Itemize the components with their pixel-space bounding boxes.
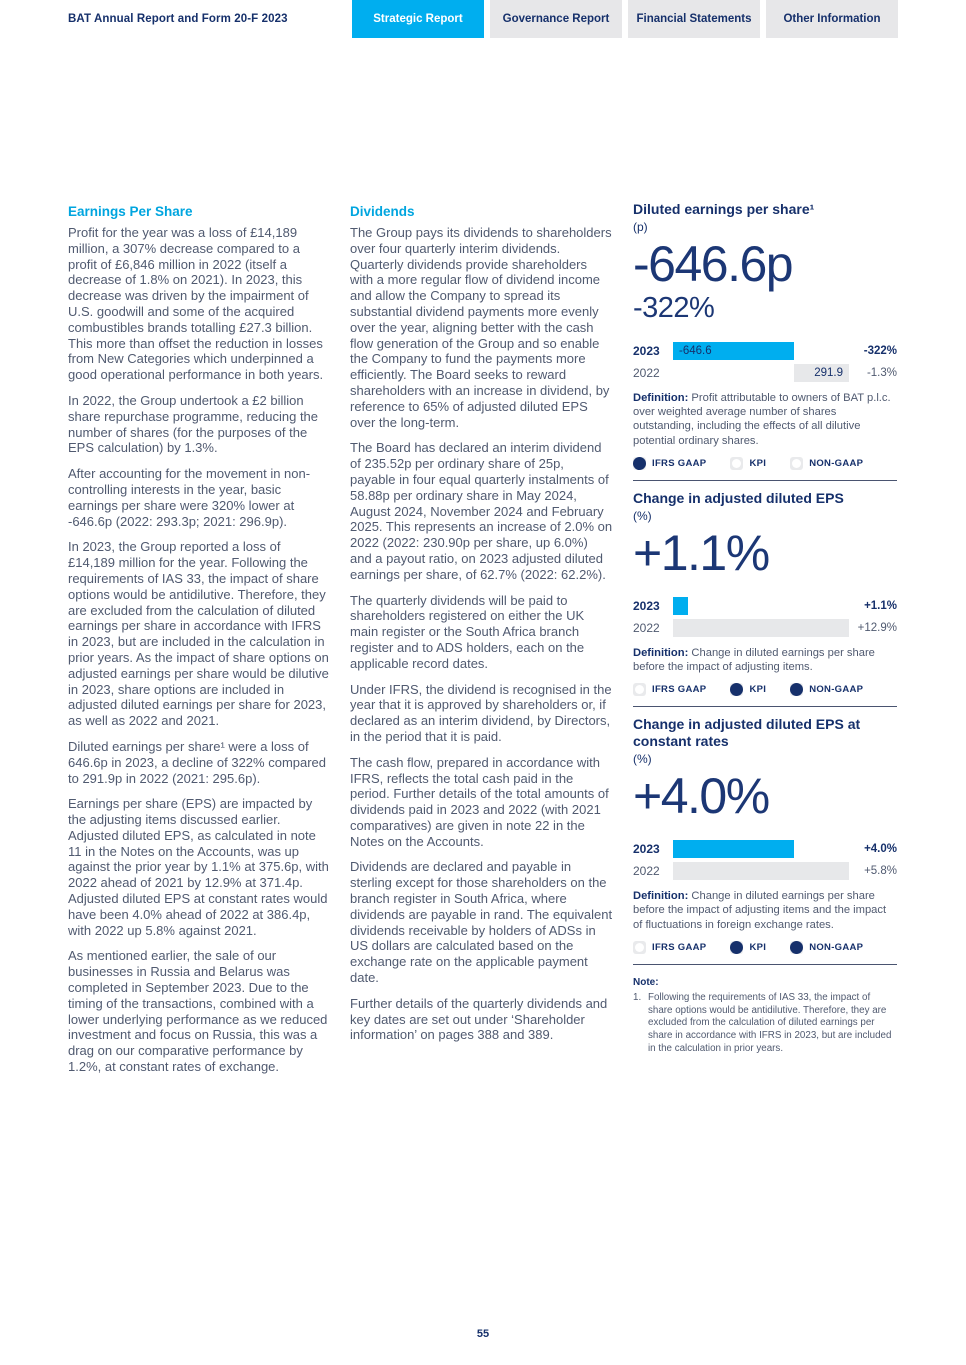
bar-track bbox=[673, 619, 849, 637]
kpi-headline-value: -646.6p bbox=[633, 236, 793, 292]
tag-kpi: KPI bbox=[730, 683, 766, 696]
dividends-paragraph-3: The quarterly dividends will be paid to shareholders registered on either the UK main register or the South Africa branch register and to ADS holders, each on the applicable record dates. bbox=[350, 592, 585, 671]
kpi-definition bbox=[633, 889, 897, 932]
tab-governance-report[interactable]: Governance Report bbox=[490, 0, 622, 38]
page-footer bbox=[0, 1324, 966, 1342]
year-label: 2023 bbox=[633, 598, 660, 613]
eps-paragraph-4: In 2023, the Group reported a loss of £14,189 million for the year. Following the requirements of IAS 33, the impact of share options would be antidilutive. Therefore, they are excluded from the calculation of diluted earnings per share in accordance with IFRS in 2023, but are included in the calculation in prior years. As the impact of share options on adjusted earnings per share would be dilutive in 2023, share options are included in adjusted diluted earnings per share for 2023, as well as 2022 and 2021. bbox=[68, 539, 329, 729]
dividends-paragraph-7: Further details of the quarterly dividends and key dates are set out under ‘Shareholder information’ on pages 388 and 389. bbox=[350, 995, 608, 1043]
section-heading-earnings-per-share: Earnings Per Share bbox=[68, 204, 193, 219]
bar-2022 bbox=[794, 364, 849, 382]
tag-indicator-icon bbox=[633, 941, 646, 954]
kpi-unit: (%) bbox=[633, 508, 652, 523]
bar-track bbox=[673, 597, 849, 615]
page-number: 55 bbox=[476, 1328, 490, 1340]
kpi-unit: (p) bbox=[633, 220, 648, 234]
dividends-paragraph-5: The cash flow, prepared in accordance with IFRS, reflects the total cash paid in the period. Further details of the total amounts of dividends paid in 2023 and 2022 (with 2021 comparatives) are given in note 22 in the Notes on the Accounts. bbox=[350, 754, 609, 849]
year-label: 2022 bbox=[633, 864, 660, 879]
bar-chart-change-adjusted-eps-constant bbox=[633, 840, 897, 880]
eps-paragraph-2: In 2022, the Group undertook a £2 billion share repurchase programme, reducing the number of shares (for the purposes of the EPS calculation) by 1.3%. bbox=[68, 392, 319, 456]
year-label: 2022 bbox=[633, 366, 660, 380]
tag-kpi: KPI bbox=[730, 457, 766, 470]
definition-label: Definition: bbox=[633, 890, 689, 903]
bar-chart-diluted-eps bbox=[633, 342, 897, 382]
dividends-paragraph-4: Under IFRS, the dividend is recognised in the year that it is approved by shareholders or, if declared as an interim dividend, by Directors, in the period that it is paid. bbox=[350, 681, 612, 744]
change-label: +5.8% bbox=[864, 865, 897, 878]
bar-2023 bbox=[673, 342, 794, 360]
kpi-title: Diluted earnings per share¹ bbox=[633, 201, 815, 217]
document-title: BAT Annual Report and Form 20-F 2023 bbox=[68, 13, 288, 25]
definition-text: Change in diluted earnings per share before the impact of adjusting items. bbox=[633, 646, 875, 674]
kpi-panel-diluted-eps bbox=[633, 201, 897, 481]
kpi-unit: (%) bbox=[633, 752, 652, 767]
kpi-sidebar bbox=[633, 201, 897, 1056]
bar-track bbox=[673, 364, 849, 382]
tag-indicator-icon bbox=[790, 457, 803, 470]
tag-indicator-icon bbox=[730, 941, 743, 954]
year-label: 2023 bbox=[633, 344, 660, 358]
kpi-panel-change-adjusted-eps bbox=[633, 490, 897, 707]
kpi-title: Change in adjusted diluted EPS bbox=[633, 489, 844, 506]
year-label: 2023 bbox=[633, 842, 660, 857]
dividends-paragraph-1: The Group pays its dividends to shareholders over four quarterly interim dividends. Quarterly dividends provide shareholders with a more regular flow of dividend income and allow the Company to spread its substantial dividend payments more evenly over the year, aligning better with the cash flow generation of the Group and so enable the Company to fund the payments more efficiently. The Board seeks to reward shareholders with an increase in dividend, by reference to 65% of adjusted diluted EPS over the long-term. bbox=[350, 225, 612, 430]
kpi-title: Change in adjusted diluted EPS at constant rates bbox=[633, 716, 861, 750]
dividends-paragraph-2: The Board has declared an interim dividend of 235.52p per ordinary share of 25p, payable in four equal quarterly instalments of 58.88p per ordinary share in May 2024, August 2024, November 2024 and February 2025. This represents an increase of 2.0% on 2022 (2022: 230.90p per share, up 6.0%) and a payout ratio, on 2023 adjusted diluted earnings per share, of 62.7% (2022: 62.2%). bbox=[350, 440, 613, 582]
change-label: -322% bbox=[863, 345, 897, 357]
eps-paragraph-6: Earnings per share (EPS) are impacted by the adjusting items discussed earlier. Adjusted diluted EPS, as calculated in note 11 in the Notes on the Accounts, was up against the prior year by 1.1% at 375.6p, with 2022 ahead of 2021 by 12.9% at 371.4p. Adjusted diluted EPS at constant rates would have been 4.0% ahead of 2022 at 386.4p, with 2022 up 5.8% against 2021. bbox=[68, 796, 329, 938]
bar-chart-change-adjusted-eps bbox=[633, 597, 897, 637]
chart-row-2023 bbox=[633, 597, 897, 615]
chart-row-2023 bbox=[633, 342, 897, 360]
definition-text: Change in diluted earnings per share before the impact of adjusting items and the impact of fluctuations in foreign exchange rates. bbox=[633, 890, 887, 931]
bar-track bbox=[673, 840, 849, 858]
tag-non-gaap: NON-GAAP bbox=[790, 941, 863, 954]
definition-label: Definition: bbox=[633, 392, 689, 404]
note-number: 1. bbox=[633, 991, 642, 1003]
dividends-section bbox=[350, 204, 613, 1053]
eps-paragraph-3: After accounting for the movement in non-controlling interests in the year, basic earnings per share were 320% lower at -646.6p (2022: 293.3p; 2021: 296.9p). bbox=[68, 466, 311, 529]
bar-track bbox=[673, 862, 849, 880]
kpi-panel-change-adjusted-eps-constant-rates bbox=[633, 716, 897, 965]
tag-non-gaap: NON-GAAP bbox=[790, 457, 863, 470]
definition-label: Definition: bbox=[633, 646, 689, 659]
change-label: -1.3% bbox=[866, 367, 897, 379]
tag-indicator-icon bbox=[633, 683, 646, 696]
eps-paragraph-5: Diluted earnings per share¹ were a loss of 646.6p in 2023, a decline of 322% compared to 291.9p in 2022 (2021: 295.6p). bbox=[68, 738, 327, 786]
note-item bbox=[633, 992, 897, 1056]
tag-non-gaap: NON-GAAP bbox=[790, 683, 863, 696]
section-heading-dividends: Dividends bbox=[350, 204, 415, 219]
tag-ifrs-gaap: IFRS GAAP bbox=[633, 457, 706, 470]
note-section bbox=[633, 977, 897, 1056]
eps-paragraph-7: As mentioned earlier, the sale of our businesses in Russia and Belarus was completed in September 2023. Due to the timing of the transactions, combined with a lower underlying performance as we reduced investment and focus on Russia, this was a drag on our comparative performance by 1.2%, at constant rates of exchange. bbox=[68, 948, 328, 1075]
change-label: +4.0% bbox=[864, 843, 897, 856]
bar-2022 bbox=[673, 862, 849, 880]
bar-2023 bbox=[673, 840, 794, 858]
kpi-definition bbox=[633, 391, 897, 448]
kpi-headline-change: -322% bbox=[633, 292, 715, 324]
tag-indicator-icon bbox=[790, 683, 803, 696]
definition-text: Profit attributable to owners of BAT p.l.c. over weighted average number of shares outstanding, including the effects of all dilutive potential ordinary shares. bbox=[633, 392, 891, 447]
tag-kpi: KPI bbox=[730, 941, 766, 954]
kpi-tags bbox=[633, 941, 897, 954]
change-label: +12.9% bbox=[857, 621, 897, 634]
tag-ifrs-gaap: IFRS GAAP bbox=[633, 941, 706, 954]
kpi-headline-value: +4.0% bbox=[633, 768, 769, 825]
chart-row-2023 bbox=[633, 840, 897, 858]
tab-financial-statements[interactable]: Financial Statements bbox=[628, 0, 760, 38]
bar-value-label: -646.6 bbox=[679, 345, 712, 357]
kpi-tags bbox=[633, 683, 897, 696]
tag-indicator-icon bbox=[730, 457, 743, 470]
tab-other-information[interactable]: Other Information bbox=[766, 0, 898, 38]
eps-paragraph-1: Profit for the year was a loss of £14,189 million, a 307% decrease compared to a profit of £6,846 million in 2022 (itself a decrease of 1.8% on 2021). In 2023, this decrease was driven by the impairment of U.S. goodwill and some of the acquired combustibles brands totalling £27.3 billion. This more than offset the reduction in losses from New Categories which underpinned a good operational performance in both years. bbox=[68, 225, 324, 383]
chart-row-2022 bbox=[633, 619, 897, 637]
tab-strategic-report[interactable]: Strategic Report bbox=[352, 0, 484, 38]
chart-row-2022 bbox=[633, 364, 897, 382]
note-text: Following the requirements of IAS 33, the impact of share options would be antidilutive. Therefore, they are excluded from the calculation of diluted earnings per share in accordance with IFRS in 2023, but are included in the calculation in prior years. bbox=[648, 991, 892, 1055]
tab-bar bbox=[352, 0, 898, 38]
change-label: +1.1% bbox=[864, 599, 897, 612]
bar-2023 bbox=[673, 597, 688, 615]
kpi-definition bbox=[633, 646, 897, 674]
kpi-headline-value: +1.1% bbox=[633, 524, 769, 581]
bar-value-label: 291.9 bbox=[814, 367, 843, 379]
earnings-per-share-section bbox=[68, 204, 331, 1085]
bar-2022 bbox=[673, 619, 849, 637]
dividends-paragraph-6: Dividends are declared and payable in sterling except for those shareholders on the branch register in South Africa, where dividends are payable in rand. The equivalent dividends receivable by holders of ADSs in US dollars are calculated based on the exchange rate on the applicable payment date. bbox=[350, 859, 613, 986]
bar-track bbox=[673, 342, 849, 360]
note-title: Note: bbox=[633, 976, 659, 988]
kpi-tags bbox=[633, 457, 897, 470]
tag-indicator-icon bbox=[790, 941, 803, 954]
tag-indicator-icon bbox=[633, 457, 646, 470]
year-label: 2022 bbox=[633, 620, 660, 635]
tag-indicator-icon bbox=[730, 683, 743, 696]
tag-ifrs-gaap: IFRS GAAP bbox=[633, 683, 706, 696]
chart-row-2022 bbox=[633, 862, 897, 880]
